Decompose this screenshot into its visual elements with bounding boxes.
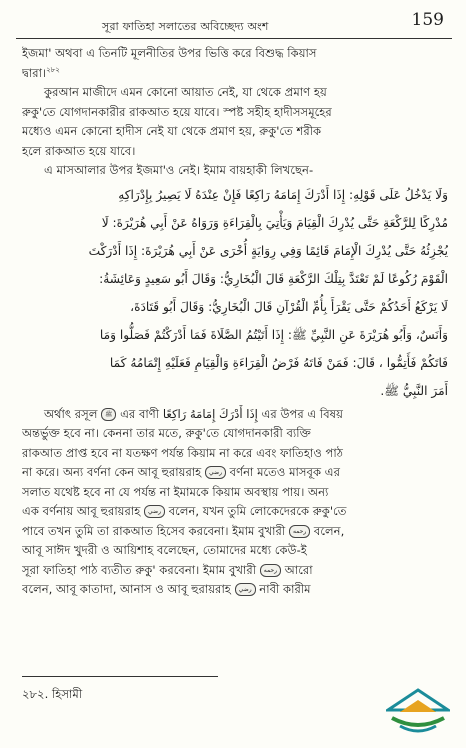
- paragraph-4-line-2: অন্তর্ভুক্ত হবে না। কেননা তার মতে, রুকু'তে যোগদানকারী ব্যক্তি: [22, 426, 311, 440]
- paragraph-4-line-1: [22, 405, 448, 425]
- arabic-line: أَمَرَ النَّبِيُّ ﷺ.: [380, 383, 448, 398]
- paragraph-4-line-8: আবূ সাঈদ খুদরী ও আয়িশাহ বলেছেন, তোমাদের মধ্যে কেউ-ই: [22, 543, 307, 557]
- page-number: 159: [411, 10, 444, 30]
- text-span: সূরা ফাতিহা পাঠ ব্যতীত রুকু' করবেনা। ইমাম বুখারী: [22, 562, 257, 577]
- paragraph-4-line-3: রাকআত প্রাপ্ত হবে না যতক্ষণ পর্যন্ত কিয়াম না করে এবং ফাতিহাও পাঠ: [22, 445, 343, 460]
- footnote-divider: [22, 676, 218, 677]
- text-span: বলেন,: [313, 523, 345, 538]
- paragraph-2-line-1: কুরআন মাজীদে এমন কোনো আয়াত নেই, যা থেকে প্রমাণ হয়: [44, 85, 327, 99]
- paragraph-1-line-2: [22, 64, 448, 84]
- paragraph-4-line-10: [22, 580, 448, 600]
- text-span: এর উপর এ বিষয়: [261, 406, 343, 421]
- text-span: পাবে তখন তুমি তা রাকআত হিসেব করবেনা। ইমাম বুখারী: [22, 523, 286, 538]
- arabic-line: وَأَنَسٌ، وَأَبُو هُرَيْرَةَ عَنِ النَّبِيِّ ﷺ: إِذَا أَتَيْتُمُ الصَّلَاةَ فَمَا أَدْرَكْتُمْ فَصَلُّوا وَمَا: [99, 327, 448, 342]
- text-span: বলেন, আবূ কাতাদা, আনাস ও আবূ হুরায়রাহ: [22, 582, 231, 596]
- inline-arabic: إِذَا أَدْرَكَ إِمَامَهُ رَاكِعًا: [162, 406, 258, 421]
- radiallahu-seal-icon: رضي: [144, 505, 165, 518]
- paragraph-1-line-1: ইজমা' অথবা এ তিনটি মূলনীতির উপর ভিত্তি করে বিশুদ্ধ কিয়াস: [22, 46, 317, 60]
- footnote-reference[interactable]: ২৮২: [46, 65, 60, 74]
- page-body: [22, 44, 448, 600]
- paragraph-4-line-9: [22, 561, 448, 581]
- salutation-seal-icon: ﷺ: [101, 408, 116, 421]
- running-title: সূরা ফাতিহা সলাতের অবিচ্ছেদ্য অংশ: [102, 20, 269, 33]
- paragraph-4-line-6: [22, 502, 448, 522]
- rahimahullah-seal-icon: رحمه: [289, 525, 310, 538]
- arabic-line: الْقَوْمَ رُكُوعًا لَمْ تَعْتَدَّ بِتِلْكَ الرَّكْعَةِ قَالَ الْبُخَارِيُّ: وَقَالَ أَبُو سَعِيدٍ وَعَائِشَةُ:: [99, 271, 448, 286]
- text-span: এক বর্ণনায় আবূ হুরায়রাহ: [22, 504, 141, 518]
- paragraph-3-line-1: এ মাসআলার উপর ইজমা'ও নেই। ইমাম বায়হাকী লিখছেন-: [44, 163, 314, 177]
- text-span: অর্থাৎ রসূল: [44, 406, 98, 421]
- arabic-line: مُدْرِكًا لِلرَّكْعَةِ حَتَّى يُدْرِكَ الْقِيَامَ وَيَأْتِيَ بِالْقِرَاءَةِ وَرَوَاهُ عَنْ أَبِي هُرَيْرَةَ: لَا: [101, 215, 448, 230]
- arabic-line: فَاتَكُمْ فَأَتِمُّوا ، قَالَ: فَمَنْ فَاتَهُ فَرْضُ الْقِرَاءَةِ وَالْقِيَامِ فَعَلَيْهِ إِتْمَامُهُ كَمَا: [109, 355, 448, 370]
- arabic-line: وَلَا يَدْخُلُ عَلَى قَوْلِهِ: إِذَا أَدْرَكَ إِمَامَهُ رَاكِعًا فَإِنْ عِنْدَهُ لَا يَصِيرُ بِإِدْرَاكِهِ: [118, 187, 448, 202]
- arabic-line: لَا يَرْكَعُ أَحَدُكُمْ حَتَّى يَقْرَأَ بِأُمِّ الْقُرْآنِ قَالَ الْبُخَارِيُّ: وَقَالَ أَبُو قَتَادَةَ،: [130, 299, 448, 314]
- text-span: না করে। অন্য বর্ণনা কেন আবূ হুরায়রাহ: [22, 465, 202, 479]
- arabic-quote: [22, 181, 448, 405]
- paragraph-4-line-4: [22, 463, 448, 483]
- paragraph-4-line-7: [22, 522, 448, 542]
- paragraph-4-line-5: সলাত যথেষ্ট হবে না যে পর্যন্ত না ইমামকে কিয়াম অবস্থায় পায়। অন্য: [22, 484, 329, 499]
- radiallahu-seal-icon: رضي: [205, 466, 226, 479]
- radiallahu-seal-icon: رضي: [235, 583, 256, 596]
- footnote: ২৮২. হিসামী: [22, 687, 83, 701]
- text-span: এর বাণী: [120, 406, 160, 421]
- page-header: [16, 8, 452, 39]
- paragraph-1-line-2-text: দ্বারা।: [22, 65, 47, 80]
- paragraph-2-line-4: হলে রাকআত হয়ে যাবে।: [22, 143, 136, 158]
- text-span: বর্ণনা মতেও মাসবূক এর: [229, 465, 341, 479]
- paragraph-2-line-2: রুকু'তে যোগদানকারীর রাকআত হয়ে যাবে। স্পষ্ট সহীহ হাদীসসমূহের: [22, 104, 332, 119]
- text-span: নাবী কারীম: [259, 582, 311, 596]
- paragraph-2-line-3: মধ্যেও এমন কোনো হাদীস নেই যা থেকে প্রমাণ হয়, রুকু'তে শরীক: [22, 124, 322, 138]
- rahimahullah-seal-icon: رحمه: [260, 564, 281, 577]
- publisher-logo-icon: [386, 688, 450, 734]
- arabic-line: يُجْزِئُهُ حَتَّى يُدْرِكَ الْإِمَامَ قَائِمًا وَفِي رِوَايَةٍ أُخْرَى عَنْ أَبِي هُرَيْرَةَ: إِذَا أَدْرَكْتَ: [88, 243, 448, 258]
- text-span: বলেন, যখন তুমি লোকেদেরকে রুকু'তে: [168, 504, 347, 518]
- text-span: আরো: [284, 562, 313, 577]
